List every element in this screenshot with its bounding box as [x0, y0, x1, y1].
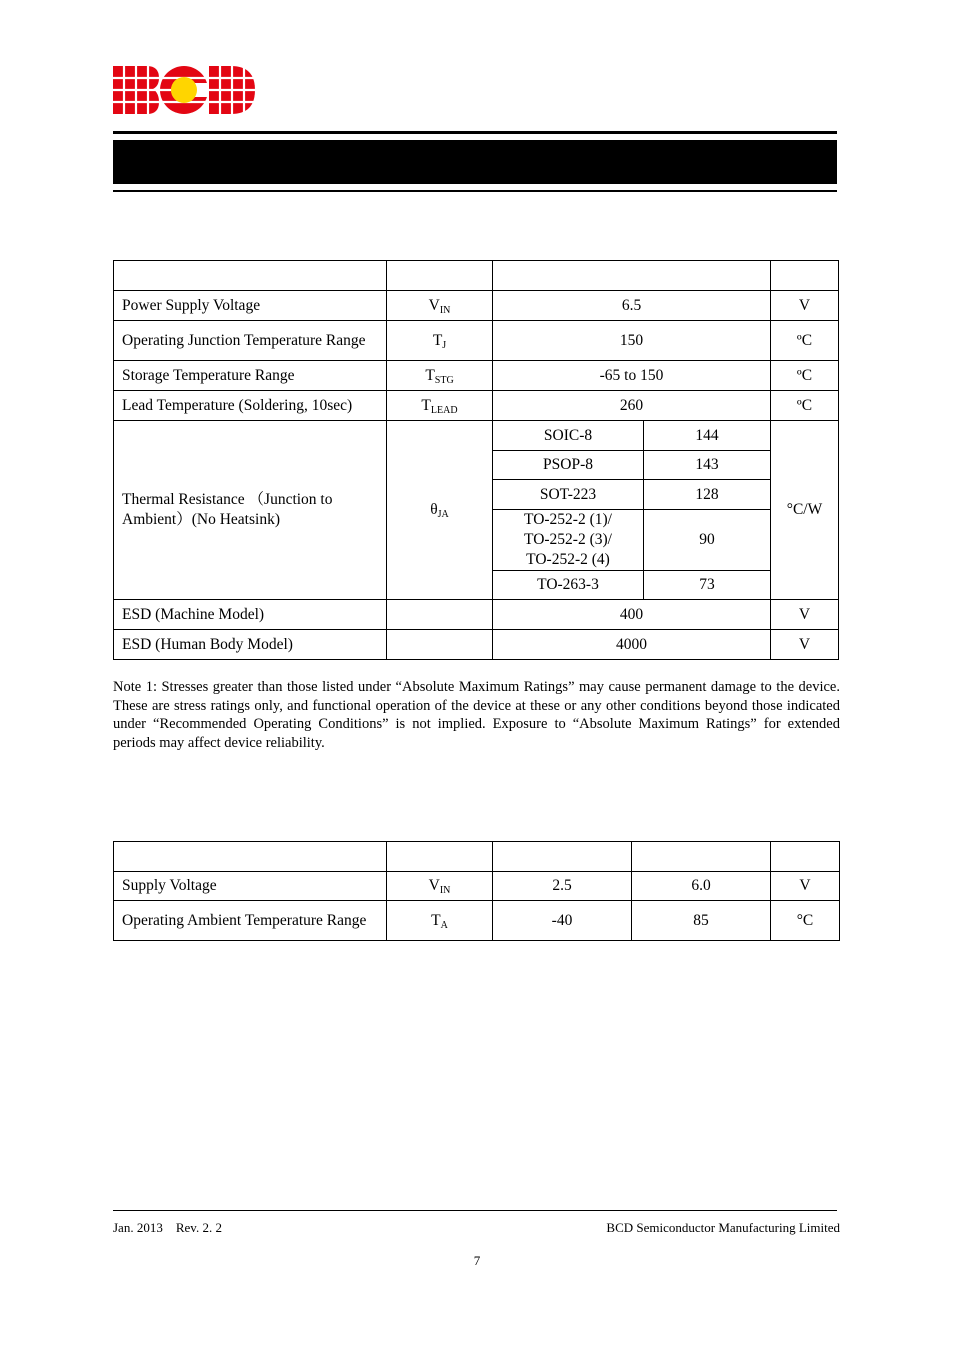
table-row [114, 872, 840, 901]
absolute-maximum-ratings-table [113, 260, 839, 660]
parameter-cell: Operating Junction Temperature Range [114, 321, 387, 361]
table-row [114, 361, 839, 391]
thermal-resistance-unit-cell: °C/W [771, 421, 839, 600]
table-row [114, 391, 839, 421]
header-cell-value [493, 261, 771, 291]
parameter-cell: ESD (Machine Model) [114, 600, 387, 630]
thermal-resistance-parameter-cell: Thermal Resistance （Junction to Ambient）(No Heatsink) [114, 421, 387, 600]
header-cell-min [493, 842, 632, 872]
parameter-cell: Lead Temperature (Soldering, 10sec) [114, 391, 387, 421]
unit-cell: °C [771, 901, 840, 941]
parameter-cell: Supply Voltage [114, 872, 387, 901]
title-bar [113, 140, 837, 184]
min-cell: -40 [493, 901, 632, 941]
table-row [114, 291, 839, 321]
symbol-cell: $V_{IN}$ [387, 291, 493, 321]
package-cell: TO-252-2 (1)/ TO-252-2 (3)/ TO-252-2 (4) [493, 510, 644, 571]
header-cell-parameter [114, 842, 387, 872]
header-cell-symbol [387, 842, 493, 872]
package-value-cell: 143 [644, 451, 771, 480]
footer-rule [113, 1210, 837, 1211]
symbol-cell [387, 630, 493, 660]
unit-cell: V [771, 600, 839, 630]
page-number: 7 [473, 1253, 481, 1268]
package-cell: TO-263-3 [493, 571, 644, 600]
package-value-cell: 144 [644, 421, 771, 451]
symbol-cell: $T_A$ [387, 901, 493, 941]
note-1: Note 1: Stresses greater than those listed under “Absolute Maximum Ratings” may cause permanent damage to the device. These are stress ratings only, and functional operation of the device at these or any other conditions beyond those indicated under “Recommended Operating Conditions” is not implied. Exposure to “Absolute Maximum Ratings” for extended periods may affect device reliability. [113, 679, 840, 751]
table-header-row [114, 842, 840, 872]
package-value-cell: 73 [644, 571, 771, 600]
table-row [114, 630, 839, 660]
table-row [114, 321, 839, 361]
header-cell-unit [771, 261, 839, 291]
unit-cell: ºC [771, 321, 839, 361]
min-cell: 2.5 [493, 872, 632, 901]
package-cell: SOT-223 [493, 480, 644, 510]
recommended-operating-conditions-table [113, 841, 840, 941]
unit-cell: V [771, 872, 840, 901]
parameter-cell: Storage Temperature Range [114, 361, 387, 391]
table-header-row [114, 261, 839, 291]
footer-revision: Rev. 2. 2 [175, 1220, 222, 1235]
table-row [114, 421, 839, 451]
max-cell: 6.0 [632, 872, 771, 901]
symbol-cell: $V_{IN}$ [387, 872, 493, 901]
header-cell-symbol [387, 261, 493, 291]
parameter-cell: Power Supply Voltage [114, 291, 387, 321]
package-value-cell: 90 [644, 510, 771, 571]
title-bar-underline [113, 190, 837, 192]
value-cell: 260 [493, 391, 771, 421]
footer-company: BCD Semiconductor Manufacturing Limited [606, 1220, 840, 1235]
value-cell: -65 to 150 [493, 361, 771, 391]
value-cell: 6.5 [493, 291, 771, 321]
value-cell: 150 [493, 321, 771, 361]
package-value-cell: 128 [644, 480, 771, 510]
max-cell: 85 [632, 901, 771, 941]
parameter-cell: Operating Ambient Temperature Range [114, 901, 387, 941]
symbol-cell: $T_J$ [387, 321, 493, 361]
footer-date-revision [113, 1220, 222, 1236]
header-cell-max [632, 842, 771, 872]
bcd-logo [113, 66, 255, 114]
parameter-cell: ESD (Human Body Model) [114, 630, 387, 660]
header-rule [113, 131, 837, 134]
header-cell-parameter [114, 261, 387, 291]
value-cell: 400 [493, 600, 771, 630]
thermal-resistance-symbol-cell: $\theta_{JA}$ [387, 421, 493, 600]
header-cell-unit [771, 842, 840, 872]
table-row [114, 600, 839, 630]
package-cell: PSOP-8 [493, 451, 644, 480]
package-cell: SOIC-8 [493, 421, 644, 451]
unit-cell: ºC [771, 361, 839, 391]
unit-cell: V [771, 630, 839, 660]
value-cell: 4000 [493, 630, 771, 660]
unit-cell: ºC [771, 391, 839, 421]
symbol-cell [387, 600, 493, 630]
unit-cell: V [771, 291, 839, 321]
symbol-cell: $T_{LEAD}$ [387, 391, 493, 421]
footer-date: Jan. 2013 [113, 1220, 163, 1235]
table-row [114, 901, 840, 941]
symbol-cell: $T_{STG}$ [387, 361, 493, 391]
